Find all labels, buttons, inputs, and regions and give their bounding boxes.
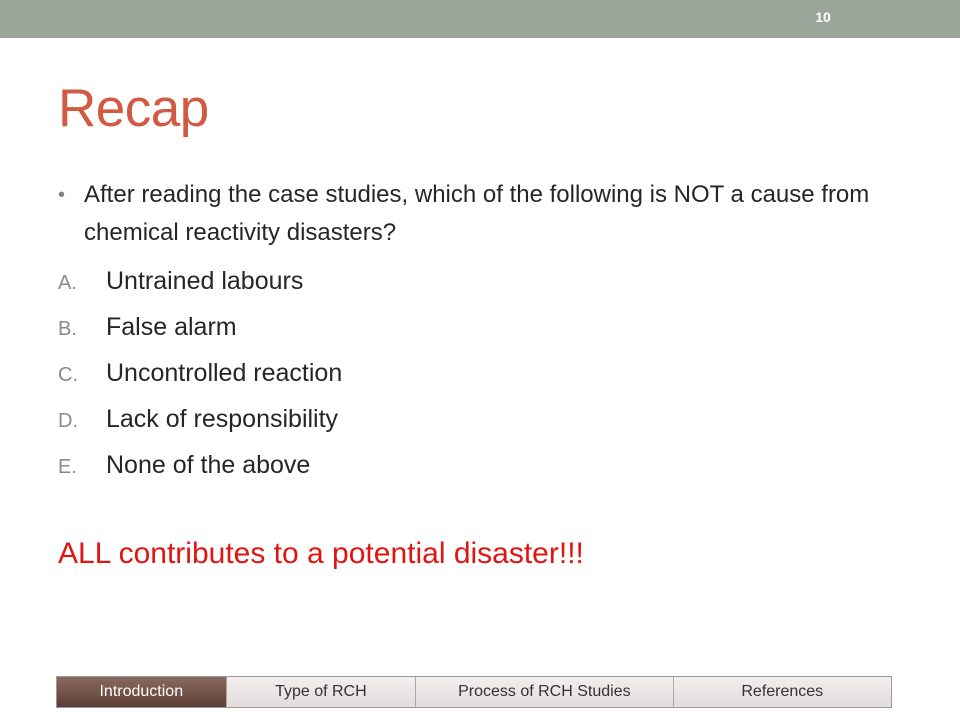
slide-title: Recap <box>58 79 209 138</box>
option-text: Uncontrolled reaction <box>106 359 343 387</box>
option-letter: D. <box>58 410 78 432</box>
header-bar <box>0 0 960 38</box>
section-nav <box>56 676 892 708</box>
answer-options <box>58 258 878 488</box>
option-text: Untrained labours <box>106 267 304 295</box>
option-letter: E. <box>58 456 77 478</box>
option-text: Lack of responsibility <box>106 405 339 433</box>
option-d <box>58 396 878 442</box>
bullet-icon: • <box>58 184 66 206</box>
question-bullet <box>58 176 878 252</box>
option-letter: A. <box>58 272 77 294</box>
nav-tab-type-of-rch[interactable]: Type of RCH <box>227 677 417 707</box>
option-letter: C. <box>58 364 78 386</box>
option-e <box>58 442 878 488</box>
question-text: After reading the case studies, which of the following is NOT a cause from chemical reactivity disasters? <box>84 181 870 246</box>
option-text: False alarm <box>106 313 237 341</box>
page-number: 10 <box>815 9 831 25</box>
option-b <box>58 304 878 350</box>
nav-tab-process-of-rch-studies[interactable]: Process of RCH Studies <box>416 677 673 707</box>
answer-text: ALL contributes to a potential disaster!!! <box>58 537 584 570</box>
nav-tab-introduction[interactable]: Introduction <box>57 677 227 707</box>
option-a <box>58 258 878 304</box>
nav-tab-references[interactable]: References <box>674 677 891 707</box>
option-letter: B. <box>58 318 77 340</box>
option-text: None of the above <box>106 451 311 479</box>
option-c <box>58 350 878 396</box>
